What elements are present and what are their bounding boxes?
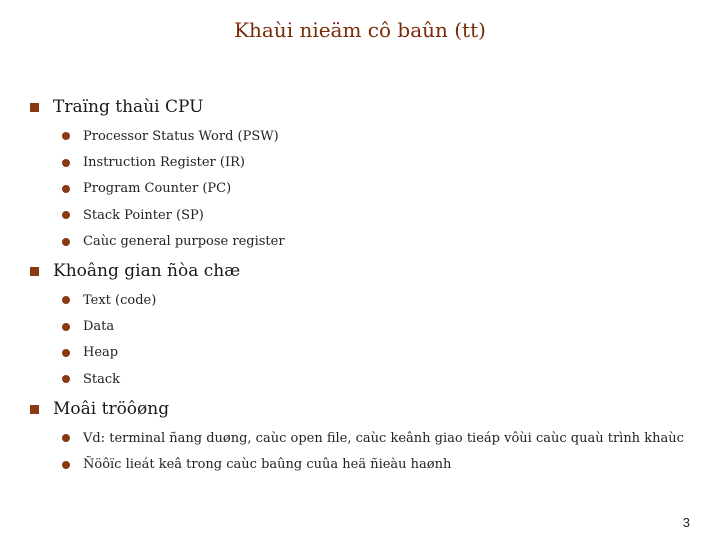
- list-item: Heap: [30, 340, 240, 366]
- section-heading: [30, 260, 240, 282]
- list-item: Instruction Register (IR): [30, 149, 285, 175]
- list-item: Vd: terminal ñang duøng, caùc open file, caùc keânh giao tieáp vôùi caùc quaù trình khaùc: [30, 425, 684, 451]
- section-heading: [30, 96, 285, 118]
- section-cpu-state: [30, 96, 285, 255]
- list-item: Processor Status Word (PSW): [30, 123, 285, 149]
- section-environment: [30, 398, 684, 478]
- square-bullet-icon: [30, 405, 39, 414]
- list-item: Text (code): [30, 287, 240, 313]
- list-item: Stack Pointer (SP): [30, 202, 285, 228]
- section-heading: [30, 398, 684, 420]
- list-item: Program Counter (PC): [30, 176, 285, 202]
- round-bullet-icon: [62, 296, 70, 304]
- round-bullet-icon: [62, 132, 70, 140]
- list-item: Ñöôïc lieát keâ trong caùc baûng cuûa heä ñieàu haønh: [30, 451, 684, 477]
- section-label: Khoâng gian ñòa chæ: [53, 261, 241, 281]
- bullet-list: [30, 425, 684, 478]
- round-bullet-icon: [62, 159, 70, 167]
- bullet-list: [30, 287, 240, 393]
- round-bullet-icon: [62, 238, 70, 246]
- round-bullet-icon: [62, 211, 70, 219]
- round-bullet-icon: [62, 185, 70, 193]
- list-item: Data: [30, 313, 240, 339]
- section-label: Traïng thaùi CPU: [53, 97, 204, 117]
- round-bullet-icon: [62, 461, 70, 469]
- round-bullet-icon: [62, 323, 70, 331]
- page-number: 3: [682, 515, 690, 530]
- section-label: Moâi tröôøng: [53, 399, 170, 419]
- round-bullet-icon: [62, 349, 70, 357]
- list-item: Stack: [30, 366, 240, 392]
- round-bullet-icon: [62, 375, 70, 383]
- section-address-space: [30, 260, 240, 393]
- square-bullet-icon: [30, 267, 39, 276]
- round-bullet-icon: [62, 434, 70, 442]
- square-bullet-icon: [30, 103, 39, 112]
- slide-title: Khaùi nieäm cô baûn (tt): [234, 18, 486, 42]
- list-item: Caùc general purpose register: [30, 229, 285, 255]
- bullet-list: [30, 123, 285, 255]
